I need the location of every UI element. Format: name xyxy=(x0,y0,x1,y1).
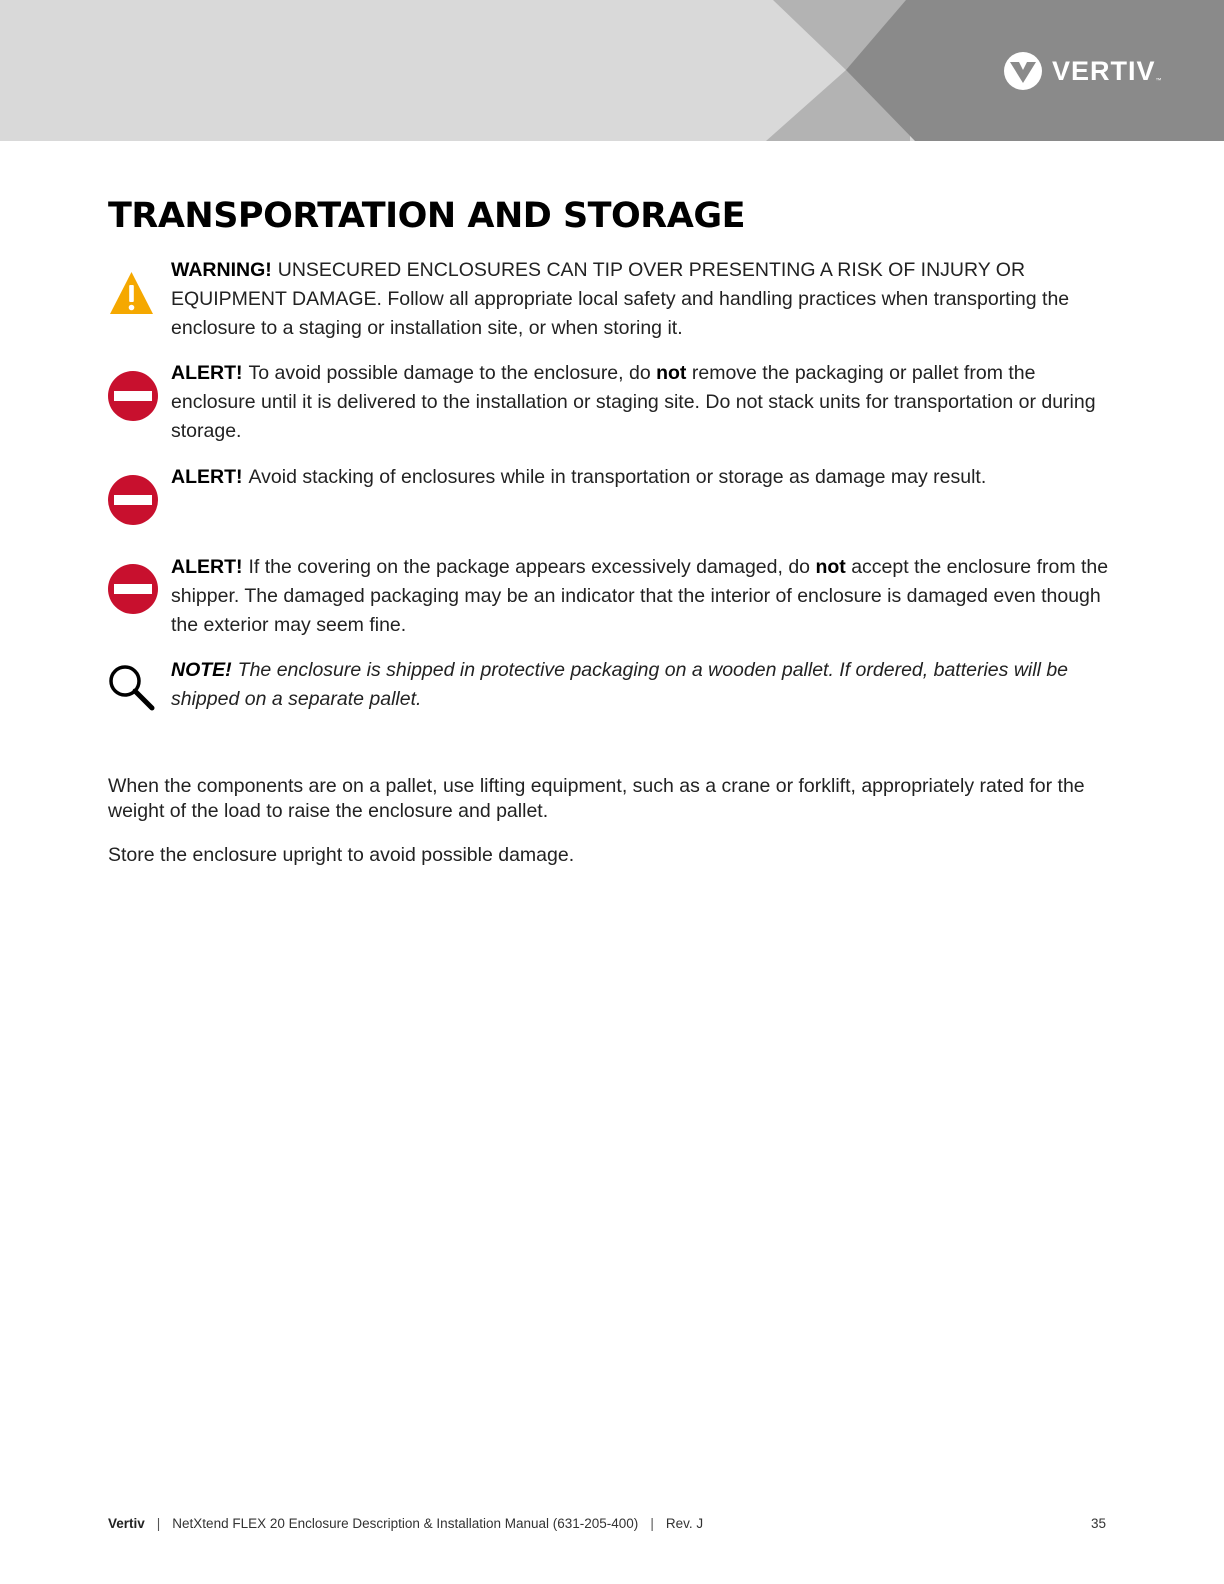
no-entry-icon xyxy=(108,371,158,421)
footer-separator: | xyxy=(650,1516,654,1531)
notice-body: The enclosure is shipped in protective packaging on a wooden pallet. If ordered, batteries will be shipped on a separate pallet. xyxy=(171,659,1069,710)
notice-emphasis: not xyxy=(656,362,687,384)
logo-trademark: ™ xyxy=(1155,78,1162,84)
notice-body: UNSECURED ENCLOSURES CAN TIP OVER PRESENTING A RISK OF INJURY OR EQUIPMENT DAMAGE. Follow all appropriate local safety and handling practices when transporting the enclosure to a staging or installation site, or when storing it. xyxy=(171,259,1070,339)
notice-body-start: To avoid possible damage to the enclosure, do xyxy=(248,362,651,384)
footer-manual-title: NetXtend FLEX 20 Enclosure Description & Installation Manual (631-205-400) xyxy=(172,1516,639,1531)
body-paragraph-1: When the components are on a pallet, use lifting equipment, such as a crane or forklift, appropriately rated for the weight of the load to raise the enclosure and pallet. xyxy=(108,775,1085,822)
alert-text xyxy=(171,463,1121,492)
no-entry-icon xyxy=(108,564,158,614)
vertiv-logo-icon xyxy=(1004,52,1042,90)
notice-body: Avoid stacking of enclosures while in transportation or storage as damage may result. xyxy=(248,466,987,488)
notice-label: ALERT! xyxy=(171,466,243,488)
alert-text xyxy=(171,553,1121,640)
notice-label: NOTE! xyxy=(171,659,232,681)
footer-revision: Rev. J xyxy=(665,1516,704,1531)
alert-text xyxy=(171,359,1121,446)
warning-text xyxy=(171,256,1121,343)
notice-label: ALERT! xyxy=(171,556,243,578)
magnifier-icon xyxy=(108,664,156,712)
notice-emphasis: not xyxy=(815,556,846,578)
note-text xyxy=(171,656,1121,714)
footer-separator: | xyxy=(156,1516,161,1531)
page-footer xyxy=(108,1516,1106,1534)
page-number: 35 xyxy=(1090,1516,1106,1531)
notice-body-start: If the covering on the package appears excessively damaged, do xyxy=(248,556,811,578)
notice-body-end: remove the packaging or pallet from the enclosure until it is delivered to the installation or staging site. Do not stack units for transportation or during storage. xyxy=(171,362,1096,442)
notice-label: ALERT! xyxy=(171,362,243,384)
page-header xyxy=(0,0,1224,141)
logo-text: VERTIV xyxy=(1052,56,1156,86)
notice-label: WARNING! xyxy=(171,259,272,281)
vertiv-logo xyxy=(1004,52,1162,90)
no-entry-icon xyxy=(108,475,158,525)
body-paragraph-2: Store the enclosure upright to avoid possible damage. xyxy=(108,844,575,866)
footer-brand: Vertiv xyxy=(108,1516,145,1531)
warning-triangle-icon xyxy=(108,270,155,316)
page-title: TRANSPORTATION AND STORAGE xyxy=(108,196,745,236)
notice-body-end: accept the enclosure from the shipper. The damaged packaging may be an indicator that the interior of enclosure is damaged even though the exterior may seem fine. xyxy=(171,556,1109,636)
